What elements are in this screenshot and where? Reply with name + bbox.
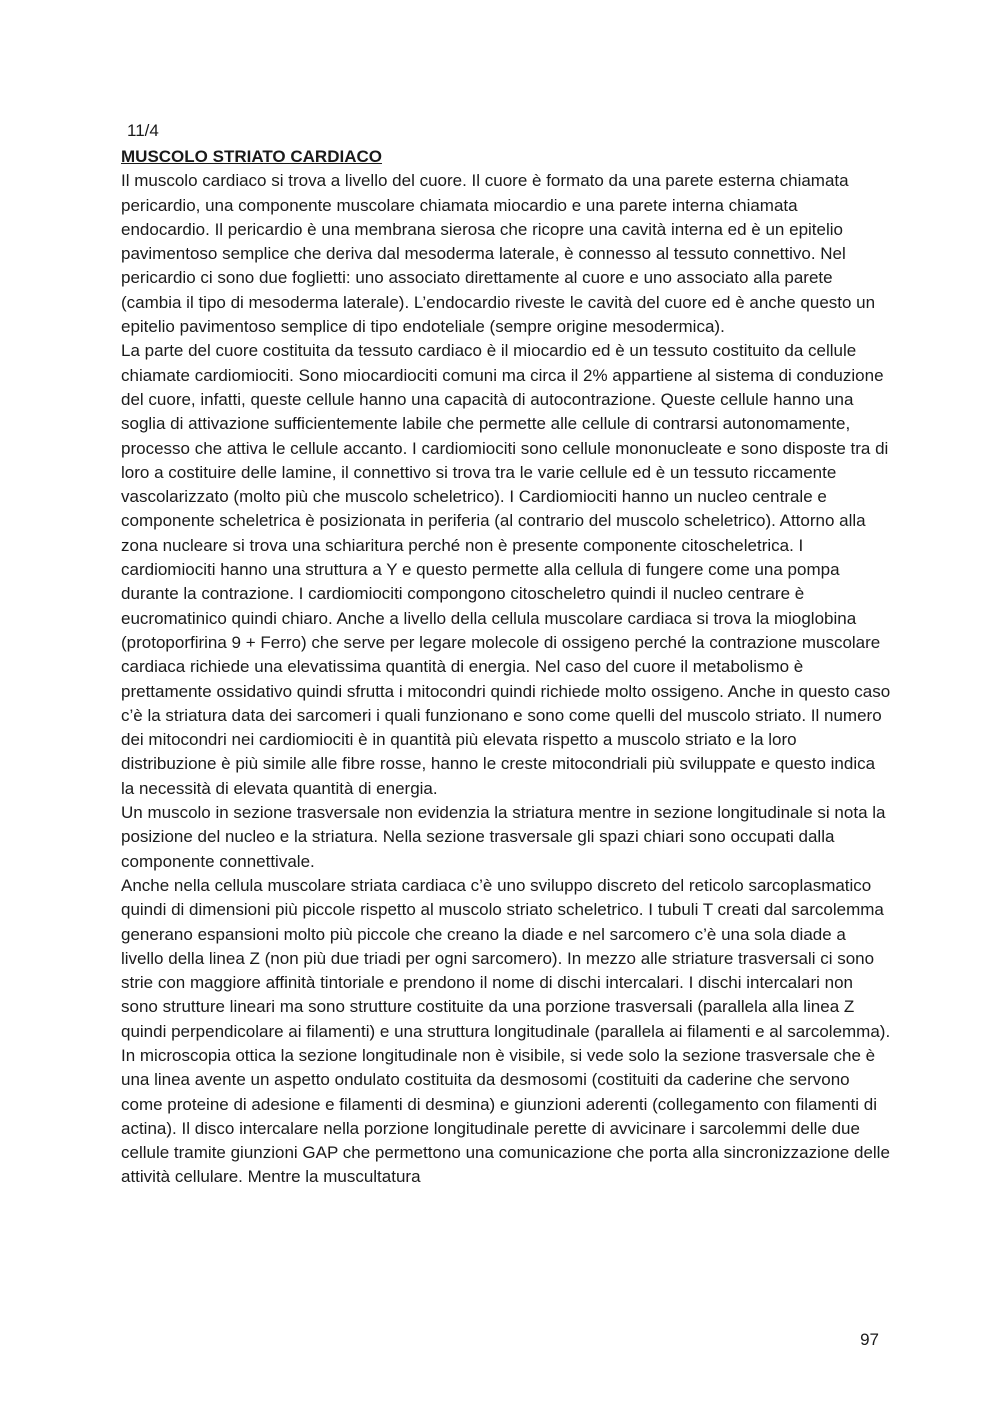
section-title: MUSCOLO STRIATO CARDIACO <box>121 147 382 166</box>
paragraph: Anche nella cellula muscolare striata cardiaca c’è uno sviluppo discreto del reticolo sarcoplasmatico quindi di dimensioni più piccole rispetto al muscolo striato scheletrico. I tubuli T creati dal sarcolemma generano espansioni molto più piccole che creano la diade e nel sarcomero c’è una sola diade a livello della linea Z (non più due triadi per ogni sarcomero). In mezzo alle striature trasversali ci sono strie con maggiore affinità tintoriale e prendono il nome di dischi intercalari. I dischi intercalari non sono strutture lineari ma sono strutture costituite da una porzione trasversali (parallela alla linea Z quindi perpendicolare ai filamenti) e una struttura longitudinale (parallela ai filamenti e al sarcolemma). In microscopia ottica la sezione longitudinale non è visibile, si vede solo la sezione trasversale che è una linea avente un aspetto ondulato costituita da desmosomi (costituiti da caderine che servono come proteine di adesione e filamenti di desmina) e giunzioni aderenti (collegamento con filamenti di actina). Il disco intercalare nella porzione longitudinale perette di avvicinare i sarcolemmi delle due cellule tramite giunzioni GAP che permettono una comunicazione che porta alla sincronizzazione delle attività cellulare. Mentre la muscultatura <box>121 875 891 1187</box>
document-body <box>121 145 891 1190</box>
paragraph: Un muscolo in sezione trasversale non evidenzia la striatura mentre in sezione longitudinale si nota la posizione del nucleo e la striatura. Nella sezione trasversale gli spazi chiari sono occupati dalla componente connettivale. <box>121 803 886 871</box>
page-date: 11/4 <box>127 121 159 140</box>
page-number: 97 <box>860 1330 879 1349</box>
paragraph: La parte del cuore costituita da tessuto cardiaco è il miocardio ed è un tessuto costituito da cellule chiamate cardiomiociti. Sono miocardiociti comuni ma circa il 2% appartiene al sistema di conduzione del cuore, infatti, queste cellule hanno una capacità di autocontrazione. Queste cellule hanno una soglia di attivazione sufficientemente labile che permette alle cellule di contrarsi autonomamente, processo che attiva le cellule accanto. I cardiomiociti sono cellule mononucleate e sono disposte tra di loro a costituire delle lamine, il connettivo si trova tra le varie cellule ed è un tessuto riccamente vascolarizzato (molto più che muscolo scheletrico). I Cardiomiociti hanno un nucleo centrale e componente scheletrica è posizionata in periferia (al contrario del muscolo scheletrico). Attorno alla zona nucleare si trova una schiaritura perché non è presente componente citoscheletrica. I cardiomiociti hanno una struttura a Y e questo permette alla cellula di fungere come una pompa durante la contrazione. I cardiomiociti compongono citoscheletro quindi il nucleo centrare è eucromatinico quindi chiaro. Anche a livello della cellula muscolare cardiaca si trova la mioglobina (protoporfirina 9 + Ferro) che serve per legare molecole di ossigeno perché la contrazione muscolare cardiaca richiede una elevatissima quantità di energia. Nel caso del cuore il metabolismo è prettamente ossidativo quindi sfrutta i mitocondri quindi richiede molto ossigeno. Anche in questo caso c’è la striatura data dei sarcomeri i quali funzionano e sono come quelli del muscolo striato. Il numero dei mitocondri nei cardiomiociti è in quantità più elevata rispetto a muscolo striato e la loro distribuzione è più simile alle fibre rosse, hanno le creste mitocondriali più sviluppate e questo indica la necessità di elevata quantità di energia. <box>121 341 891 798</box>
paragraph: Il muscolo cardiaco si trova a livello del cuore. Il cuore è formato da una parete esterna chiamata pericardio, una componente muscolare chiamata miocardio e una parete interna chiamata endocardio. Il pericardio è una membrana sierosa che ricopre una cavità interna ed è un epitelio pavimentoso semplice che deriva dal mesoderma laterale, è connesso al tessuto connettivo. Nel pericardio ci sono due foglietti: uno associato direttamente al cuore e uno associato alla parete (cambia il tipo di mesoderma laterale). L’endocardio riveste le cavità del cuore ed è anche questo un epitelio pavimentoso semplice di tipo endoteliale (sempre origine mesodermica). <box>121 171 876 337</box>
